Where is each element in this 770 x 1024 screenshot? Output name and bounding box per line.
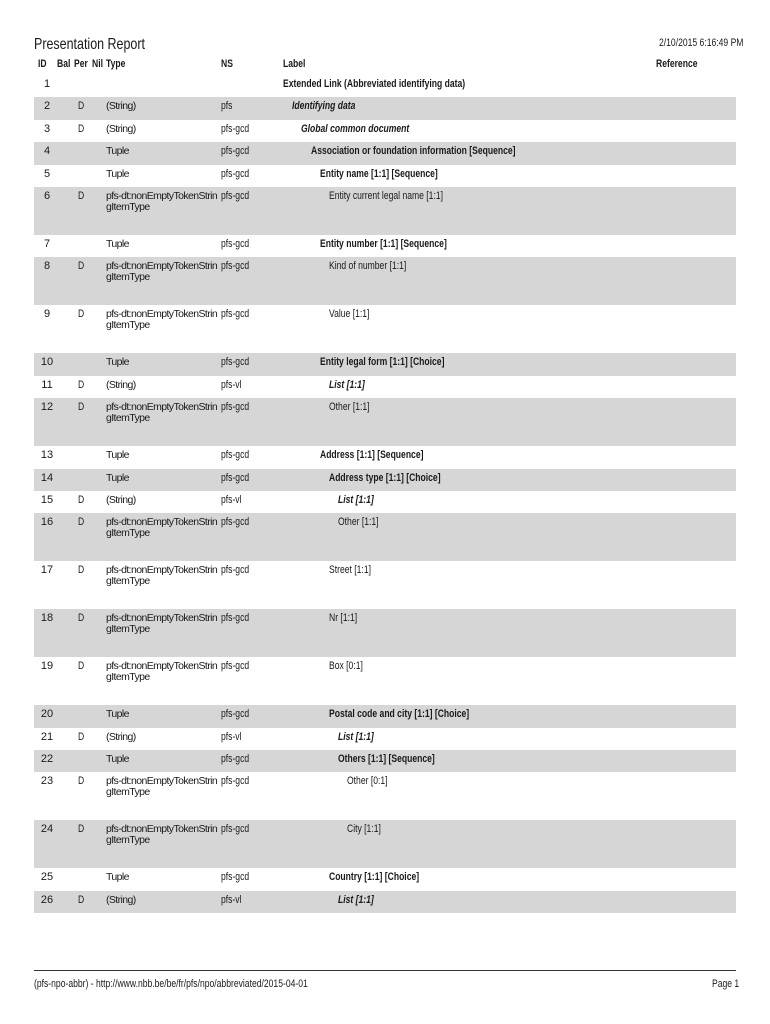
cell-type: (String)	[106, 378, 136, 391]
column-header-row	[34, 58, 736, 72]
table-row	[34, 142, 736, 164]
cell-balance: D	[78, 100, 85, 113]
cell-id: 11	[41, 378, 53, 391]
cell-label: Identifying data	[292, 100, 356, 113]
footer-divider	[34, 970, 736, 971]
cell-balance: D	[78, 189, 85, 202]
cell-namespace: pfs-vl	[221, 493, 242, 506]
cell-balance: D	[78, 122, 85, 135]
cell-balance: D	[78, 378, 85, 391]
cell-label: Entity name [1:1] [Sequence]	[319, 167, 438, 180]
cell-label: Box [0:1]	[329, 660, 363, 673]
cell-type: pfs-dt:nonEmptyTokenStringItemType	[106, 189, 218, 213]
cell-namespace: pfs-gcd	[221, 122, 250, 135]
cell-balance: D	[78, 893, 85, 906]
cell-label: Other [0:1]	[347, 775, 388, 788]
cell-balance: D	[78, 493, 85, 506]
cell-id: 2	[43, 100, 51, 113]
cell-type: pfs-dt:nonEmptyTokenStringItemType	[106, 401, 218, 425]
cell-namespace: pfs-gcd	[221, 145, 250, 158]
cell-id: 20	[40, 708, 54, 721]
cell-label: Entity legal form [1:1] [Choice]	[319, 356, 445, 369]
table-row	[34, 187, 736, 235]
cell-type: (String)	[106, 493, 136, 506]
cell-namespace: pfs-vl	[221, 378, 242, 391]
cell-balance: D	[78, 564, 85, 577]
table-row	[34, 398, 736, 446]
cell-namespace: pfs-gcd	[221, 356, 250, 369]
cell-id: 16	[40, 516, 54, 529]
table-row	[34, 75, 736, 97]
cell-namespace: pfs-gcd	[221, 516, 250, 529]
cell-type: (String)	[106, 122, 136, 135]
cell-label: Street [1:1]	[329, 564, 371, 577]
column-header-label: Label	[283, 58, 306, 70]
cell-namespace: pfs-gcd	[221, 449, 250, 462]
table-row	[34, 469, 736, 491]
footer-page-number: Page 1	[712, 978, 740, 990]
cell-id: 21	[40, 730, 54, 743]
cell-namespace: pfs-gcd	[221, 471, 250, 484]
cell-type: Tuple	[106, 708, 129, 721]
cell-type: (String)	[106, 893, 136, 906]
cell-namespace: pfs-gcd	[221, 753, 250, 766]
cell-label: Other [1:1]	[338, 516, 379, 529]
table-row	[34, 120, 736, 142]
cell-type: Tuple	[106, 145, 129, 158]
table-row	[34, 561, 736, 609]
cell-id: 18	[40, 612, 54, 625]
report-table	[34, 75, 736, 913]
cell-namespace: pfs-gcd	[221, 189, 250, 202]
cell-type: (String)	[106, 730, 136, 743]
cell-label: Extended Link (Abbreviated identifying data)	[283, 78, 466, 90]
cell-namespace: pfs-gcd	[221, 237, 250, 250]
cell-id: 10	[40, 356, 54, 369]
table-row	[34, 705, 736, 727]
cell-label: Entity number [1:1] [Sequence]	[319, 237, 447, 250]
cell-namespace: pfs-gcd	[221, 260, 250, 273]
cell-type: Tuple	[106, 471, 129, 484]
cell-id: 14	[40, 471, 54, 484]
cell-namespace: pfs-gcd	[221, 775, 250, 788]
cell-id: 22	[40, 753, 54, 766]
cell-namespace: pfs-gcd	[221, 401, 250, 414]
cell-type: pfs-dt:nonEmptyTokenStringItemType	[106, 612, 218, 636]
cell-label: Others [1:1] [Sequence]	[338, 753, 435, 766]
table-row	[34, 657, 736, 705]
cell-id: 7	[43, 237, 51, 250]
table-row	[34, 820, 736, 868]
cell-label: Global common document	[301, 122, 410, 135]
cell-balance: D	[78, 660, 85, 673]
cell-label: Nr [1:1]	[329, 612, 358, 625]
table-row	[34, 609, 736, 657]
cell-label: Postal code and city [1:1] [Choice]	[329, 708, 470, 721]
cell-label: List [1:1]	[338, 730, 374, 743]
cell-namespace: pfs-gcd	[221, 871, 250, 884]
cell-type: Tuple	[106, 449, 129, 462]
cell-id: 5	[43, 167, 51, 180]
column-header-id: ID	[38, 58, 47, 70]
report-title: Presentation Report	[34, 36, 146, 53]
cell-namespace: pfs-gcd	[221, 308, 250, 321]
cell-id: 8	[43, 260, 51, 273]
cell-type: pfs-dt:nonEmptyTokenStringItemType	[106, 260, 218, 284]
cell-type: pfs-dt:nonEmptyTokenStringItemType	[106, 823, 218, 847]
cell-type: Tuple	[106, 167, 129, 180]
report-datetime: 2/10/2015 6:16:49 PM	[659, 37, 744, 49]
cell-id: 4	[43, 145, 51, 158]
cell-label: List [1:1]	[338, 893, 374, 906]
cell-label: Entity current legal name [1:1]	[329, 189, 443, 202]
cell-id: 15	[40, 493, 54, 506]
table-row	[34, 868, 736, 890]
cell-type: pfs-dt:nonEmptyTokenStringItemType	[106, 564, 218, 588]
column-header-type: Type	[106, 58, 126, 70]
cell-type: Tuple	[106, 237, 129, 250]
cell-label: Kind of number [1:1]	[329, 260, 407, 273]
footer-source: (pfs-npo-abbr) - http://www.nbb.be/be/fr/pfs/npo/abbreviated/2015-04-01	[34, 978, 308, 990]
table-row	[34, 257, 736, 305]
cell-namespace: pfs	[221, 100, 233, 113]
cell-namespace: pfs-gcd	[221, 660, 250, 673]
column-header-reference: Reference	[656, 58, 698, 70]
cell-balance: D	[78, 612, 85, 625]
cell-type: (String)	[106, 100, 136, 113]
cell-type: Tuple	[106, 753, 129, 766]
cell-label: List [1:1]	[329, 378, 365, 391]
cell-id: 17	[40, 564, 54, 577]
cell-balance: D	[78, 308, 85, 321]
cell-type: pfs-dt:nonEmptyTokenStringItemType	[106, 775, 218, 799]
table-row	[34, 446, 736, 468]
cell-namespace: pfs-gcd	[221, 564, 250, 577]
table-row	[34, 772, 736, 820]
cell-label: Association or foundation information [Sequence]	[310, 145, 516, 158]
cell-label: Address [1:1] [Sequence]	[319, 449, 424, 462]
table-row	[34, 97, 736, 119]
table-row	[34, 235, 736, 257]
cell-namespace: pfs-vl	[221, 893, 242, 906]
table-row	[34, 376, 736, 398]
cell-namespace: pfs-gcd	[221, 708, 250, 721]
cell-id: 19	[40, 660, 54, 673]
cell-balance: D	[78, 516, 85, 529]
cell-type: pfs-dt:nonEmptyTokenStringItemType	[106, 516, 218, 540]
cell-label: City [1:1]	[347, 823, 382, 836]
cell-label: Country [1:1] [Choice]	[329, 871, 420, 884]
cell-label: List [1:1]	[338, 493, 374, 506]
cell-label: Other [1:1]	[329, 401, 370, 414]
table-row	[34, 728, 736, 750]
cell-type: pfs-dt:nonEmptyTokenStringItemType	[106, 308, 218, 332]
cell-type: pfs-dt:nonEmptyTokenStringItemType	[106, 660, 218, 684]
cell-id: 9	[43, 308, 51, 321]
cell-id: 24	[40, 823, 54, 836]
table-row	[34, 353, 736, 375]
cell-balance: D	[78, 260, 85, 273]
cell-balance: D	[78, 730, 85, 743]
table-row	[34, 491, 736, 513]
column-header-ns: NS	[221, 58, 233, 70]
cell-id: 26	[40, 893, 54, 906]
cell-namespace: pfs-gcd	[221, 823, 250, 836]
table-row	[34, 750, 736, 772]
cell-label: Value [1:1]	[329, 308, 370, 321]
cell-namespace: pfs-gcd	[221, 612, 250, 625]
cell-id: 3	[43, 122, 51, 135]
cell-namespace: pfs-gcd	[221, 167, 250, 180]
cell-id: 25	[40, 871, 54, 884]
cell-balance: D	[78, 775, 85, 788]
cell-type: Tuple	[106, 356, 129, 369]
table-row	[34, 165, 736, 187]
cell-type: Tuple	[106, 871, 129, 884]
column-header-nil: Nil	[92, 58, 103, 70]
cell-id: 13	[40, 449, 54, 462]
cell-balance: D	[78, 823, 85, 836]
cell-id: 6	[43, 189, 51, 202]
cell-balance: D	[78, 401, 85, 414]
table-row	[34, 513, 736, 561]
column-header-per: Per	[74, 58, 88, 70]
table-row	[34, 891, 736, 913]
cell-id: 1	[43, 78, 51, 90]
cell-id: 23	[40, 775, 54, 788]
column-header-bal: Bal	[57, 58, 71, 70]
cell-namespace: pfs-vl	[221, 730, 242, 743]
table-row	[34, 305, 736, 353]
cell-label: Address type [1:1] [Choice]	[329, 471, 441, 484]
cell-id: 12	[40, 401, 54, 414]
